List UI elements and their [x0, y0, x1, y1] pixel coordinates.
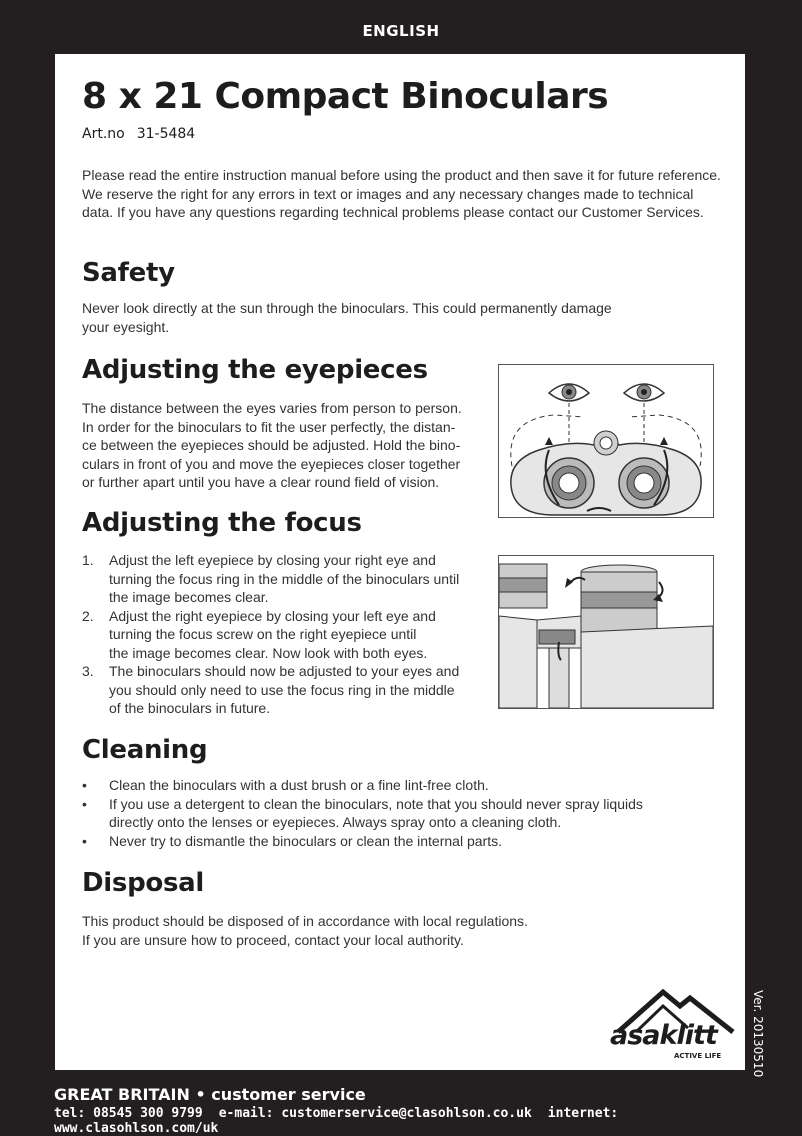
- safety-line: Never look directly at the sun through the binoculars. This could permanently damage: [82, 300, 612, 316]
- version-label: Ver. 20130510: [751, 990, 765, 1078]
- eyepieces-line: ce between the eyepieces should be adjusted. Hold the bino-: [82, 437, 461, 453]
- cleaning-heading: Cleaning: [82, 735, 208, 765]
- bullet: •: [82, 795, 87, 812]
- intro-text: Please read the entire instruction manual before using the product and then save it for future reference. We reserve the right for any errors in text or images and any necessary changes made to technical data. If you have any questions regarding technical problems please contact our Customer Services.: [82, 167, 721, 220]
- disposal-heading: Disposal: [82, 868, 204, 898]
- eyepieces-illustration: [498, 364, 714, 518]
- bullet: •: [82, 777, 87, 793]
- logo-wordmark: asaklitt: [610, 1020, 717, 1051]
- step-number: 2.: [82, 607, 94, 624]
- list-item: • Never try to dismantle the binoculars or clean the internal parts.: [82, 832, 502, 849]
- list-item: • Clean the binoculars with a dust brush or a fine lint-free cloth.: [82, 777, 489, 793]
- list-item: 2. Adjust the right eyepiece by closing your left eye and turning the focus screw on the right eyepiece until the image becomes clear. Now look with both eyes.: [82, 607, 436, 661]
- list-item: 1. Adjust the left eyepiece by closing your right eye and turning the focus ring in the middle of the binoculars until the image becomes clear.: [82, 552, 460, 605]
- language-label: ENGLISH: [362, 22, 440, 40]
- eyepieces-text: [82, 399, 502, 492]
- footer-phone: tel: 08545 300 9799: [54, 1106, 203, 1121]
- eyepieces-line: or further apart until you have a clear round field of vision.: [82, 474, 440, 490]
- disposal-text: This product should be disposed of in accordance with local regulations. If you are unsure how to proceed, contact your local authority.: [82, 913, 528, 948]
- step-number: 3.: [82, 663, 94, 679]
- safety-line: your eyesight.: [82, 318, 170, 335]
- safety-text: [82, 299, 722, 336]
- asaklitt-logo: [608, 984, 738, 1064]
- manual-page: [55, 54, 745, 1070]
- eyepieces-line: In order for the binoculars to fit the user perfectly, the distan-: [82, 418, 456, 435]
- eyepieces-heading: Adjusting the eyepieces: [82, 355, 428, 385]
- cleaning-list: [82, 776, 722, 850]
- article-number-label: Art.no: [82, 126, 125, 142]
- eyepieces-line: culars in front of you and move the eyepieces closer together: [82, 455, 461, 472]
- eyepieces-drawing: [499, 365, 713, 517]
- article-number-value: 31-5484: [136, 126, 196, 142]
- list-item: 3. The binoculars should now be adjusted to your eyes and you should only need to use the focus ring in the middle of the binoculars in future.: [82, 663, 460, 716]
- focus-steps: [82, 551, 502, 718]
- eye-icon: [624, 384, 664, 401]
- focus-heading: Adjusting the focus: [82, 508, 362, 538]
- article-number: [82, 126, 207, 142]
- page-title: 8 x 21 Compact Binoculars: [82, 76, 609, 117]
- footer-contact: [54, 1106, 802, 1136]
- eye-icon: [549, 384, 589, 401]
- focus-illustration: [498, 555, 714, 709]
- footer-region: GREAT BRITAIN • customer service: [54, 1085, 366, 1104]
- step-number: 1.: [82, 552, 94, 568]
- footer-website: internet: www.clasohlson.com/uk: [54, 1106, 619, 1136]
- focus-drawing: [499, 556, 713, 708]
- logo-tagline: ACTIVE LIFE: [674, 1052, 722, 1060]
- list-item: • If you use a detergent to clean the binoculars, note that you should never spray liquids directly onto the lenses or eyepieces. Always spray onto a cleaning cloth.: [82, 795, 643, 830]
- footer-email: e-mail: customerservice@clasohlson.co.uk: [218, 1106, 532, 1121]
- eyepieces-line: The distance between the eyes varies from person to person.: [82, 400, 462, 416]
- bullet: •: [82, 832, 87, 849]
- safety-heading: Safety: [82, 258, 175, 288]
